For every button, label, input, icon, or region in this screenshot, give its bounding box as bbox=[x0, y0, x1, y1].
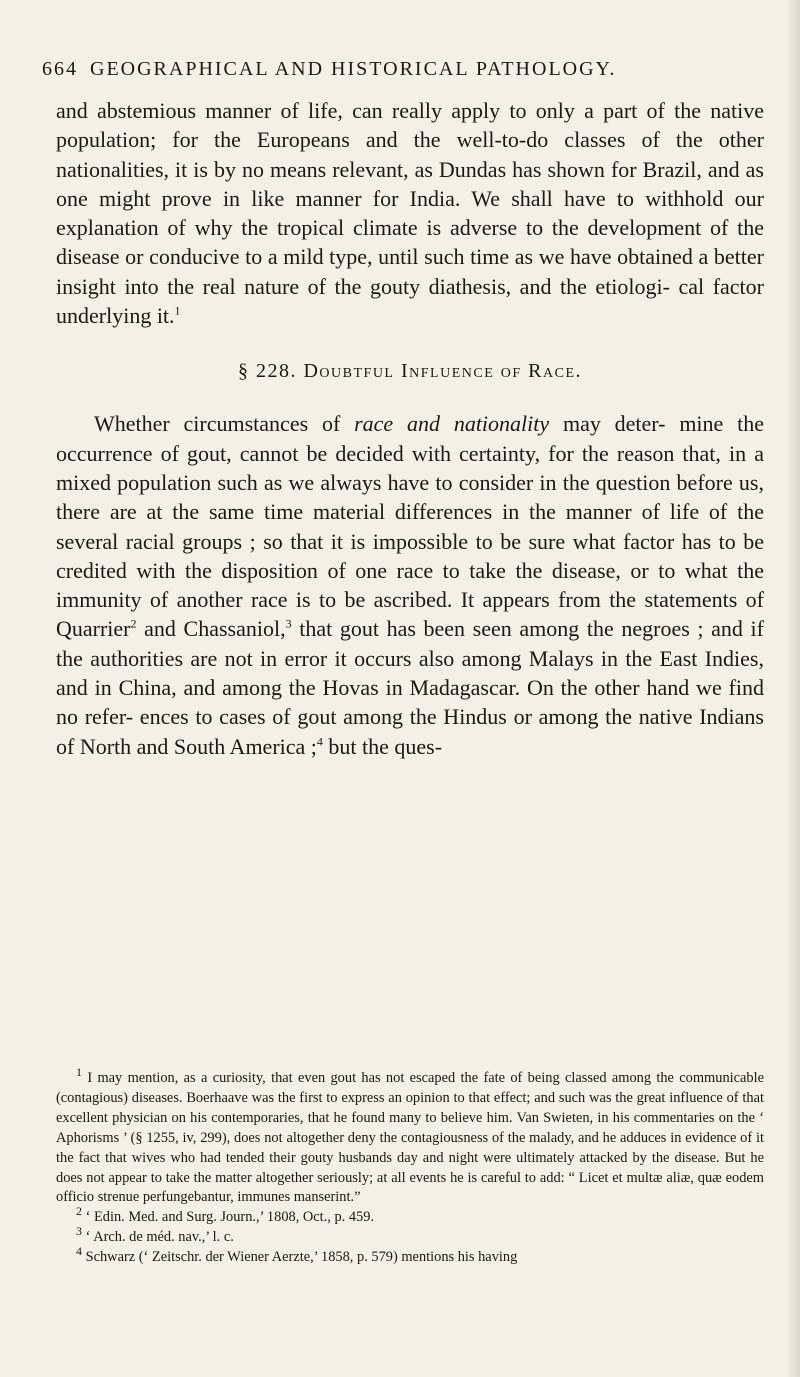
section-title: Doubtful Influence of Race. bbox=[303, 360, 582, 383]
footnote bbox=[56, 1244, 764, 1268]
main-text bbox=[56, 96, 764, 761]
page-edge-shadow bbox=[786, 0, 800, 1377]
italic-phrase: race and nationality bbox=[354, 411, 550, 437]
paragraph-text: but the ques- bbox=[322, 733, 443, 759]
footnote-ref: 4 bbox=[316, 734, 323, 749]
footnote-text: Schwarz (‘ Zeitschr. der Wiener Aerzte,’ 1858, p. 579) mentions his having bbox=[82, 1249, 518, 1266]
footnote bbox=[56, 1224, 764, 1248]
footnote-ref: 3 bbox=[285, 617, 292, 632]
footnote-text: I may mention, as a curiosity, that even gout has not escaped the fate of being classed among the communicable (contagious) diseases. Boerhaave was the first to express an opinion to that effect; and such was the great influence of that excellent physician on his contemporaries, that he found many to believe him. Van Swieten, in his commentaries on the ‘ Aphorisms ’ (§ 1255, iv, 299), does not altogether deny the contagiousness of the malady, and he adduces in evidence of it the fact that wives who had tended their gouty husbands day and night were ultimately attacked by the disease. But he does not appear to take the matter altogether seriously; at all events he is careful to add: “ Licet et multæ aliæ, quæ eodem officio strenue perfungebantur, immunes manserint.” bbox=[56, 1070, 764, 1206]
page-number: 664 bbox=[42, 58, 78, 80]
footnote bbox=[56, 1204, 764, 1228]
paragraph-race bbox=[56, 409, 764, 761]
footnote-ref: 2 bbox=[130, 617, 137, 632]
footnote-ref: 1 bbox=[174, 303, 181, 318]
paragraph-text: that gout has been seen among the negroes ; and if the authorities are not in error it occurs also among Malays in the East Indies, and in China, and among the Hovas in Madagascar. On the other hand we find no refer- ences to cases of gout among the Hindus or among the native Indians of North and South America ; bbox=[56, 616, 764, 759]
running-header bbox=[42, 58, 762, 88]
footnote-mark: 1 bbox=[76, 1065, 82, 1080]
footnote-mark: 4 bbox=[76, 1244, 82, 1259]
paragraph-text: may deter- mine the occurrence of gout, cannot be decided with certainty, for the reason that, in a mixed population such as we always have to consider in the question before us, there are at the same time material differences in the manner of life of the several racial groups ; so that it is impossible to be sure what factor has to be credited with the disposition of one race to take the disease, or to what the immunity of another race is to be ascribed. It appears from the statements of Quarrier bbox=[56, 411, 764, 642]
footnote-text: ‘ Arch. de méd. nav.,’ l. c. bbox=[82, 1229, 234, 1246]
paragraph-text: and abstemious manner of life, can really apply to only a part of the native population; for the Europeans and the well-to-do classes of the other nationalities, it is by no means relevant, as Dundas has shown for Brazil, and as one might prove in like manner for India. We shall have to withhold our explanation of why the tropical climate is adverse to the development of the disease or conducive to a mild type, until such time as we have obtained a better insight into the real nature of the gouty diathesis, and the etiologi- cal factor underlying it. bbox=[56, 98, 764, 329]
footnote-text: ‘ Edin. Med. and Surg. Journ.,’ 1808, Oct., p. 459. bbox=[82, 1209, 375, 1226]
paragraph-text: and Chassaniol, bbox=[136, 616, 286, 642]
running-title: GEOGRAPHICAL AND HISTORICAL PATHOLOGY. bbox=[90, 58, 617, 80]
section-number: § 228. bbox=[237, 360, 297, 383]
footnote-mark: 2 bbox=[76, 1204, 82, 1219]
paragraph-text: Whether circumstances of bbox=[94, 411, 355, 437]
footnote-mark: 3 bbox=[76, 1224, 82, 1239]
section-heading bbox=[56, 360, 764, 383]
paragraph-continuation bbox=[56, 96, 764, 330]
footnotes bbox=[56, 1065, 764, 1268]
footnote bbox=[56, 1065, 764, 1208]
